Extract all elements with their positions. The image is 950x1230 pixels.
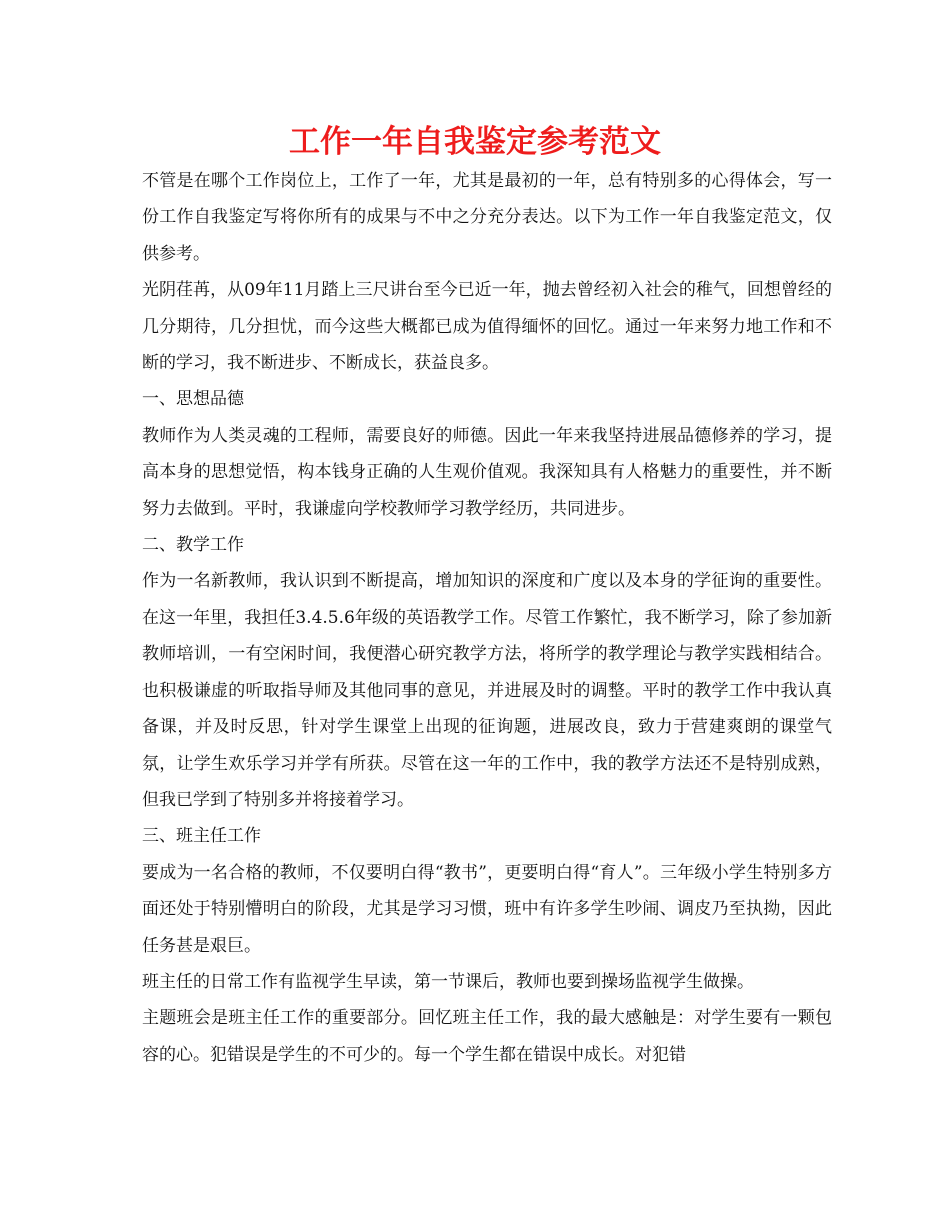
ideology-paragraph: 教师作为人类灵魂的工程师，需要良好的师德。因此一年来我坚持进展品德修养的学习，提高本身的思想觉悟，构本钱身正确的人生观价值观。我深知具有人格魅力的重要性，并不断努力去做到。平时，我谦虚向学校教师学习教学经历，共同进步。 [142, 425, 832, 519]
section-heading-teaching: 二、教学工作 [142, 535, 244, 556]
class-meeting-paragraph: 主题班会是班主任工作的重要部分。回忆班主任工作，我的最大感触是：对学生要有一颗包容的心。犯错误是学生的不可少的。每一个学生都在错误中成长。对犯错 [142, 1008, 832, 1065]
opening-paragraph: 光阴荏苒，从09年11月踏上三尺讲台至今已近一年，抛去曾经初入社会的稚气，回想曾经的几分期待，几分担忧，而今这些大概都已成为值得缅怀的回忆。通过一年来努力地工作和不断的学习，我不断进步、不断成长，获益良多。 [142, 280, 832, 374]
section-heading-ideology: 一、思想品德 [142, 389, 244, 410]
intro-paragraph: 不管是在哪个工作岗位上，工作了一年，尤其是最初的一年，总有特别多的心得体会，写一份工作自我鉴定写将你所有的成果与不中之分充分表达。以下为工作一年自我鉴定范文，仅供参考。 [142, 171, 832, 264]
class-teacher-paragraph: 要成为一名合格的教师，不仅要明白得“教书”，更要明白得“育人”。三年级小学生特别多方面还处于特别懵明白的阶段，尤其是学习习惯，班中有许多学生吵闹、调皮乃至执拗，因此任务甚是艰巨。 [142, 862, 832, 956]
section-heading-class-teacher: 三、班主任工作 [142, 826, 261, 847]
teaching-paragraph: 作为一名新教师，我认识到不断提高，增加知识的深度和广度以及本身的学征询的重要性。在这一年里，我担任3.4.5.6年级的英语教学工作。尽管工作繁忙，我不断学习，除了参加新教师培训，一有空闲时间，我便潜心研究教学方法，将所学的教学理论与教学实践相结合。也积极谦虚的听取指导师及其他同事的意见，并进展及时的调整。平时的教学工作中我认真备课，并及时反思，针对学生课堂上出现的征询题，进展改良，致力于营建爽朗的课堂气氛，让学生欢乐学习并学有所获。尽管在这一年的工作中，我的教学方法还不是特别成熟，但我已学到了特别多并将接着学习。 [142, 571, 832, 810]
document-title: 工作一年自我鉴定参考范文 [289, 124, 661, 160]
daily-work-paragraph: 班主任的日常工作有监视学生早读，第一节课后，教师也要到操场监视学生做操。 [142, 971, 754, 992]
document-body [142, 163, 832, 1073]
